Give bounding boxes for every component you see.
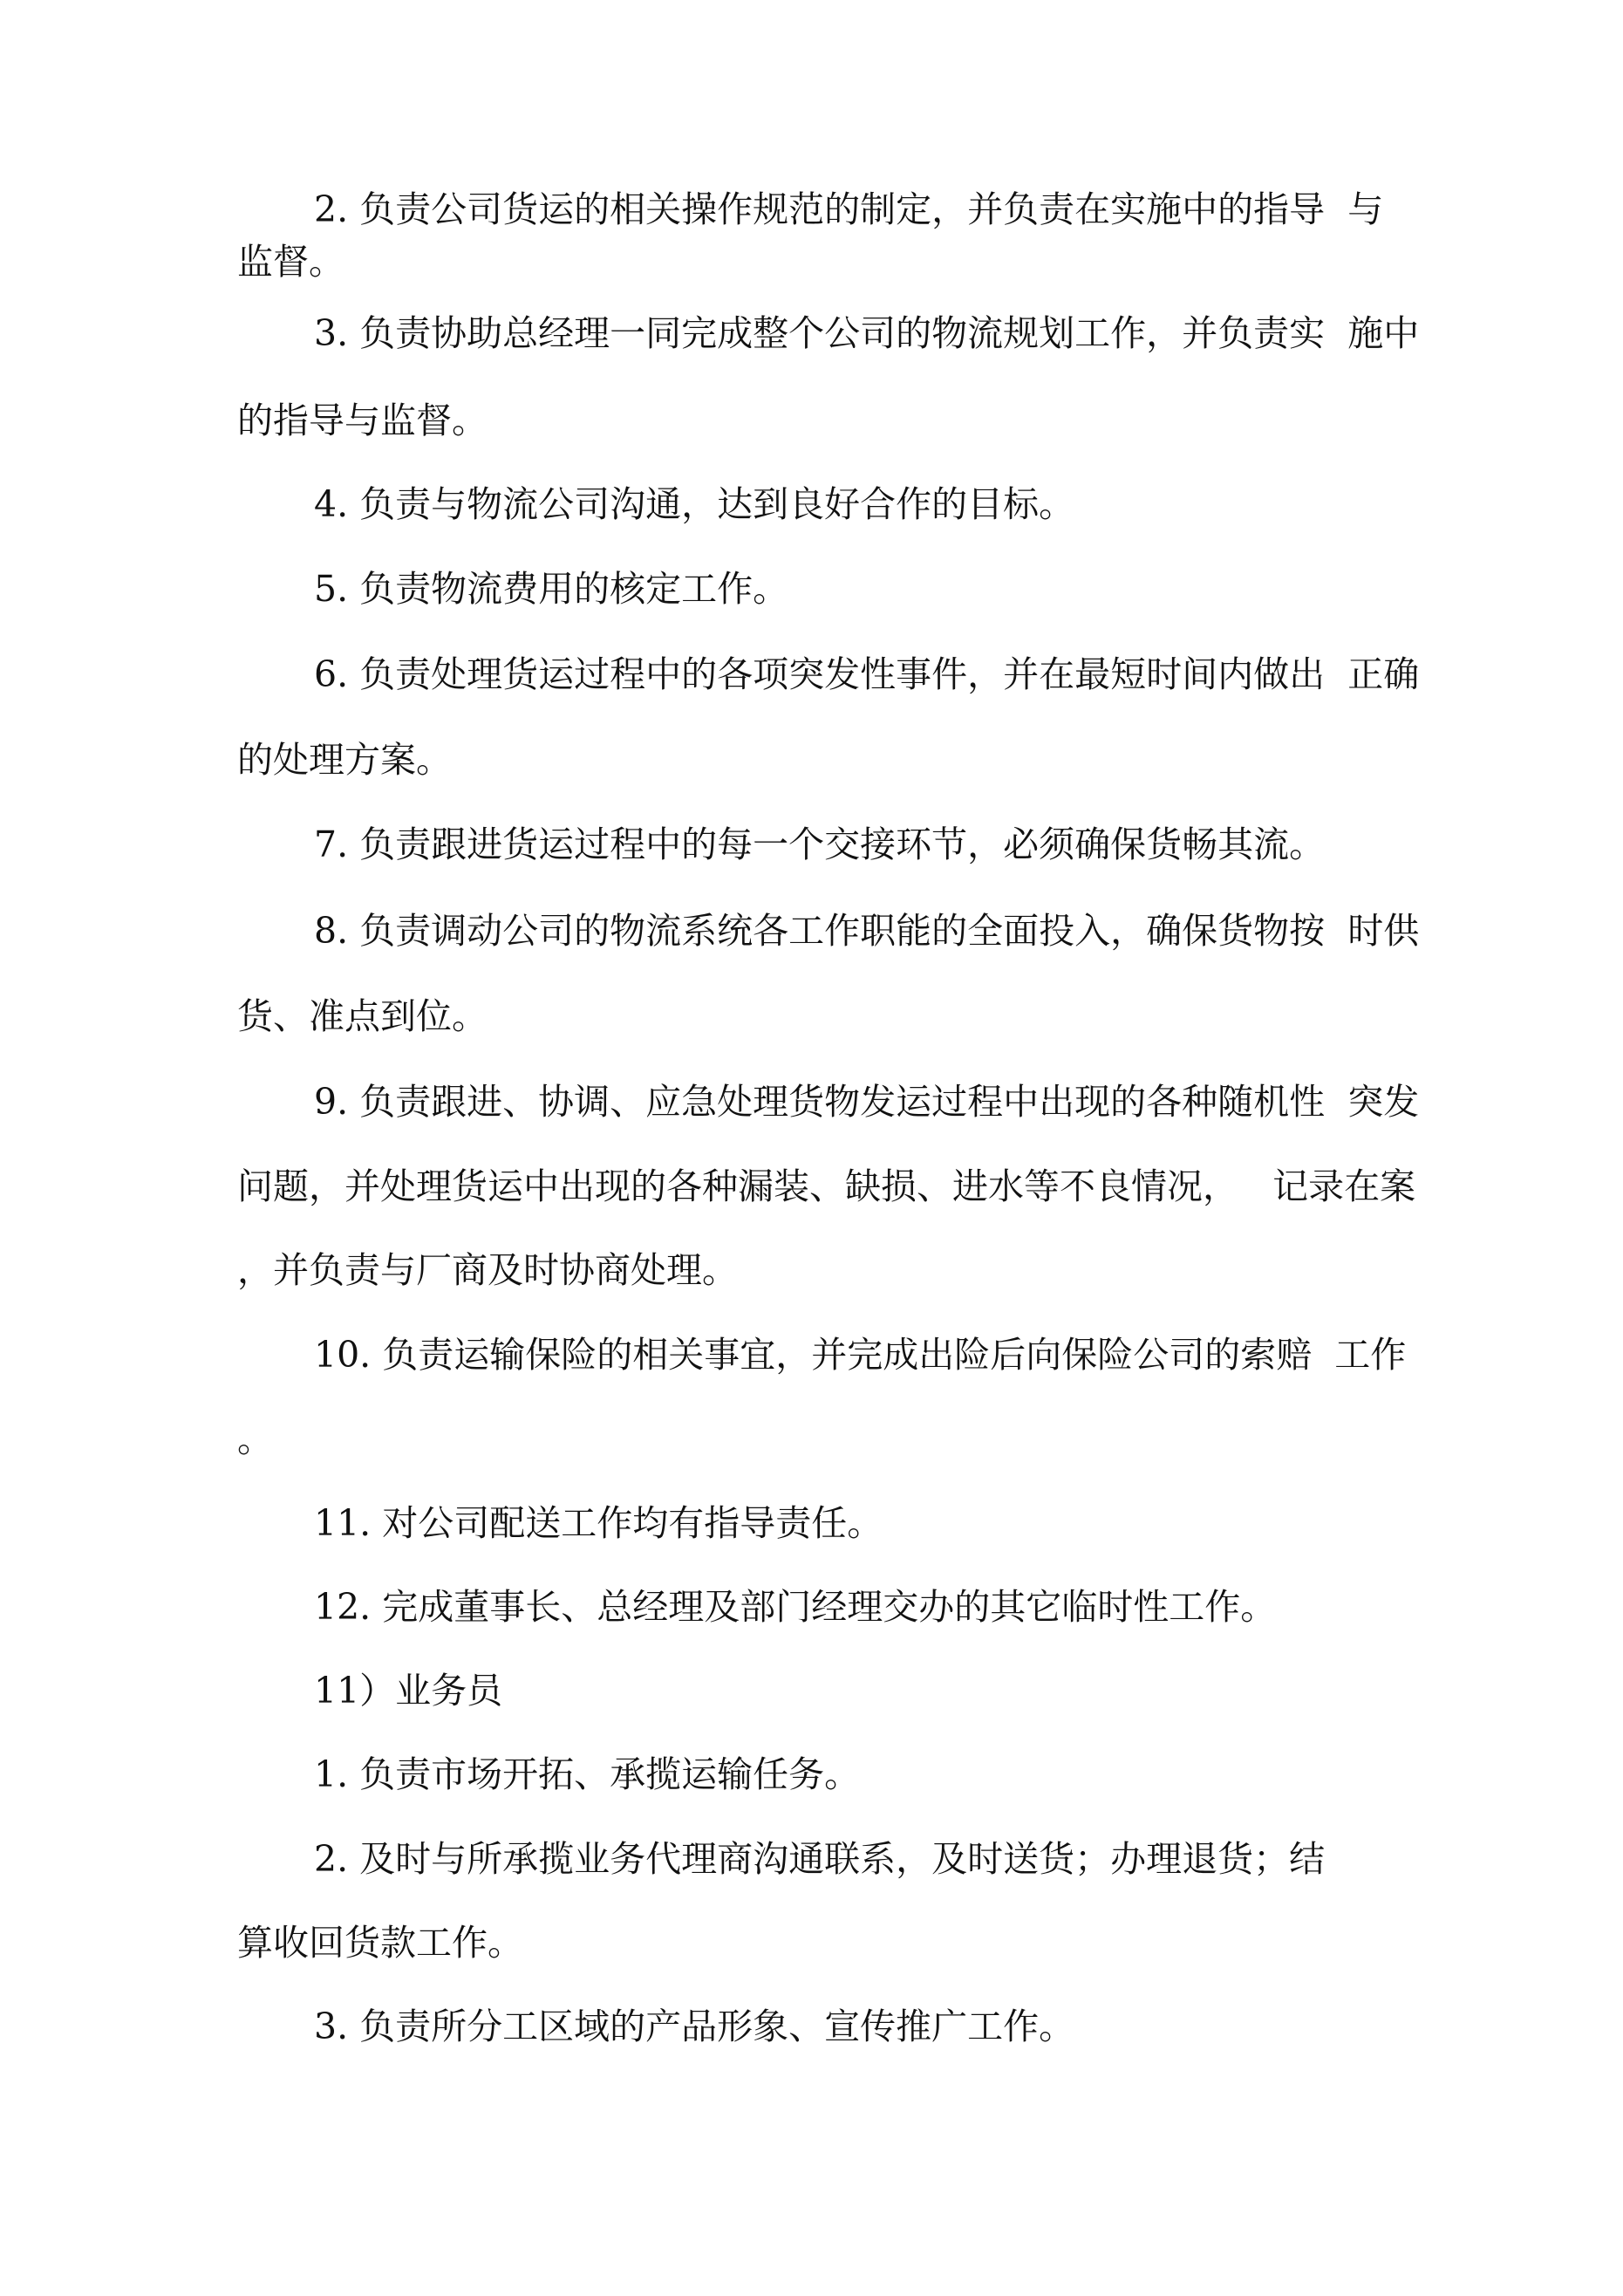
item-4-line: 4. 负责与物流公司沟通，达到良好合作的目标。 — [314, 483, 1075, 525]
item-3-line-2: 的指导与监督。 — [237, 400, 488, 441]
item-6-line-2: 的处理方案。 — [237, 739, 452, 781]
item-2-line-2: 监督。 — [237, 241, 344, 283]
item-2-line-1: 2. 负责公司货运的相关操作规范的制定，并负责在实施中的指导 与 — [314, 188, 1384, 230]
sales-item-3-line: 3. 负责所分工区域的产品形象、宣传推广工作。 — [314, 2006, 1075, 2047]
section-heading-salesperson: 11）业务员 — [314, 1670, 503, 1712]
item-11-line: 11. 对公司配送工作均有指导责任。 — [314, 1502, 883, 1544]
item-7-line: 7. 负责跟进货运过程中的每一个交接环节，必须确保货畅其流。 — [314, 823, 1326, 865]
item-5-line: 5. 负责物流费用的核定工作。 — [314, 568, 789, 610]
item-10-line-1: 10. 负责运输保险的相关事宜，并完成出险后向保险公司的索赔 工作 — [314, 1334, 1407, 1376]
item-8-line-2: 货、准点到位。 — [237, 995, 488, 1037]
sales-item-1-line: 1. 负责市场开拓、承揽运输任务。 — [314, 1753, 861, 1795]
item-9-line-2: 问题，并处理货运中出现的各种漏装、缺损、进水等不良情况， 记录在案 — [237, 1165, 1416, 1207]
item-12-line: 12. 完成董事长、总经理及部门经理交办的其它临时性工作。 — [314, 1586, 1277, 1628]
item-9-line-3: ，并负责与厂商及时协商处理。 — [237, 1249, 738, 1291]
item-6-line-1: 6. 负责处理货运过程中的各项突发性事件，并在最短时间内做出 正确 — [314, 653, 1420, 695]
sales-item-2-line-1: 2. 及时与所承揽业务代理商沟通联系，及时送货；办理退货；结 — [314, 1838, 1326, 1880]
item-8-line-1: 8. 负责调动公司的物流系统各工作职能的全面投入，确保货物按 时供 — [314, 910, 1420, 952]
item-3-line-1: 3. 负责协助总经理一同完成整个公司的物流规划工作，并负责实 施中 — [314, 312, 1420, 354]
item-9-line-1: 9. 负责跟进、协调、应急处理货物发运过程中出现的各种随机性 突发 — [314, 1081, 1420, 1123]
sales-item-2-line-2: 算收回货款工作。 — [237, 1922, 523, 1964]
item-10-line-2: 。 — [237, 1418, 273, 1460]
